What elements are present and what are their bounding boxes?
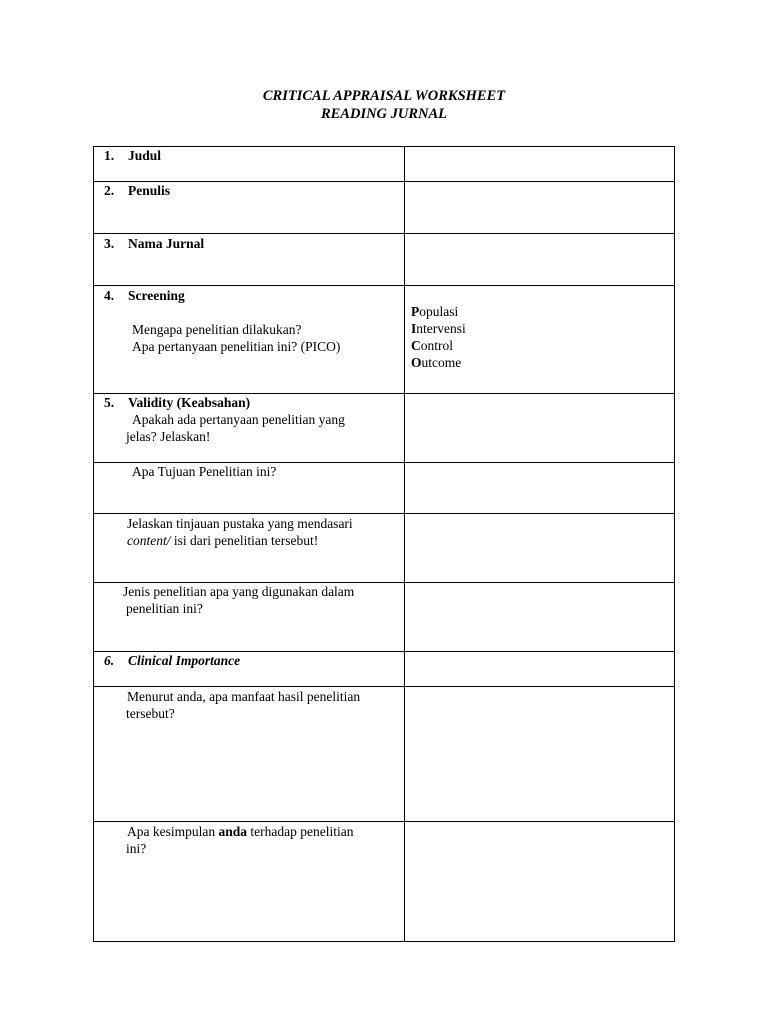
row-number: 6.	[104, 653, 115, 668]
answer-cell-judul[interactable]	[405, 147, 675, 182]
tinjauan-question-line1: Jelaskan tinjauan pustaka yang mendasari	[127, 516, 353, 531]
table-row-penulis	[94, 182, 675, 234]
answer-cell-tinjauan[interactable]	[405, 514, 675, 583]
worksheet-title: CRITICAL APPRAISAL WORKSHEET	[262, 88, 506, 104]
validity-question-line2: jelas? Jelaskan!	[126, 429, 211, 444]
jenis-question-line1: Jenis penelitian apa yang digunakan dalam	[123, 584, 355, 599]
kesimpulan-question-line2: ini?	[126, 841, 147, 856]
answer-cell-nama-jurnal[interactable]	[405, 234, 675, 286]
manfaat-question-line1: Menurut anda, apa manfaat hasil penelitian	[127, 689, 361, 704]
row-number: 2.	[104, 183, 115, 198]
answer-cell-screening[interactable]	[405, 286, 675, 394]
table-row-kesimpulan	[94, 822, 675, 942]
appraisal-table	[93, 146, 675, 942]
table-row-validity	[94, 394, 675, 463]
question-cell	[94, 182, 405, 234]
pico-item-outcome: Outcome	[411, 355, 462, 370]
table-row-manfaat	[94, 687, 675, 822]
question-cell	[94, 147, 405, 182]
answer-cell-penulis[interactable]	[405, 182, 675, 234]
answer-cell-kesimpulan[interactable]	[405, 822, 675, 942]
pico-item-intervensi: Intervensi	[411, 321, 466, 336]
answer-cell-jenis[interactable]	[405, 583, 675, 652]
row-number: 3.	[104, 236, 115, 251]
screening-question-1: Mengapa penelitian dilakukan?	[132, 322, 302, 337]
question-cell	[94, 286, 405, 394]
row-label-penulis: Penulis	[128, 183, 171, 198]
screening-question-2: Apa pertanyaan penelitian ini? (PICO)	[132, 339, 341, 354]
row-label-screening: Screening	[128, 288, 185, 303]
row-number: 1.	[104, 148, 115, 163]
table-row-jenis	[94, 583, 675, 652]
answer-cell-validity[interactable]	[405, 394, 675, 463]
answer-cell-manfaat[interactable]	[405, 687, 675, 822]
question-cell	[94, 394, 405, 463]
tinjauan-question-line2: content/ isi dari penelitian tersebut!	[127, 533, 319, 548]
table-row-judul	[94, 147, 675, 182]
table-row-tinjauan	[94, 514, 675, 583]
pico-list	[411, 303, 466, 371]
row-label-validity: Validity (Keabsahan)	[128, 395, 251, 410]
row-number: 5.	[104, 395, 115, 410]
question-cell	[94, 234, 405, 286]
tujuan-question: Apa Tujuan Penelitian ini?	[132, 464, 277, 479]
question-cell	[94, 652, 405, 687]
pico-item-populasi: Populasi	[411, 304, 459, 319]
table-row-tujuan	[94, 463, 675, 514]
kesimpulan-question-line1: Apa kesimpulan anda terhadap penelitian	[127, 824, 354, 839]
question-cell	[94, 687, 405, 822]
question-cell	[94, 463, 405, 514]
row-label-judul: Judul	[128, 148, 162, 163]
answer-cell-tujuan[interactable]	[405, 463, 675, 514]
question-cell	[94, 822, 405, 942]
table-row-nama-jurnal	[94, 234, 675, 286]
validity-question-line1: Apakah ada pertanyaan penelitian yang	[132, 412, 345, 427]
question-cell	[94, 583, 405, 652]
worksheet-subtitle: READING JURNAL	[320, 106, 448, 122]
row-label-nama-jurnal: Nama Jurnal	[128, 236, 205, 251]
question-cell	[94, 514, 405, 583]
manfaat-question-line2: tersebut?	[126, 706, 175, 721]
answer-cell-clinical[interactable]	[405, 652, 675, 687]
row-label-clinical: Clinical Importance	[128, 653, 241, 668]
row-number: 4.	[104, 288, 115, 303]
jenis-question-line2: penelitian ini?	[126, 601, 203, 616]
pico-item-control: Control	[411, 338, 453, 353]
table-row-screening	[94, 286, 675, 394]
table-row-clinical	[94, 652, 675, 687]
